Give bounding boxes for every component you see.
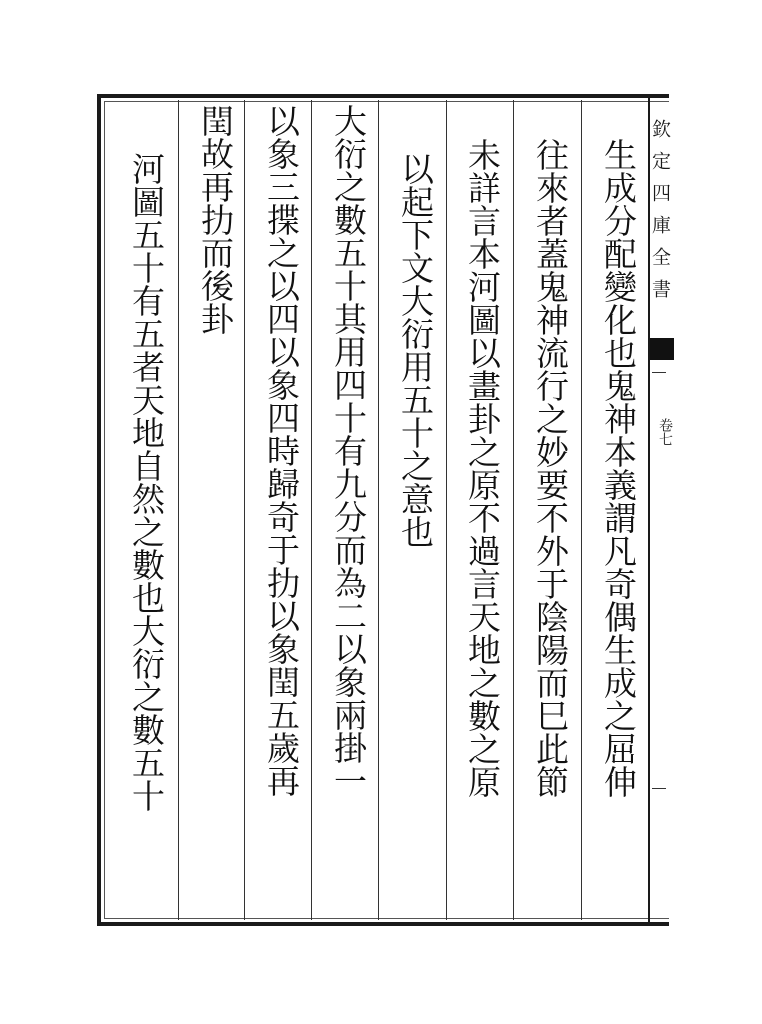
column-divider: [581, 100, 582, 920]
text-column-3: 未詳言本河圖以畫卦之原不過言天地之數之原: [463, 138, 502, 798]
text-column-5: 大衍之數五十其用四十有九分而為二以象兩掛一: [329, 104, 368, 797]
text-column-7: 閏故再扐而後卦: [196, 104, 235, 335]
margin-tick: [652, 372, 666, 373]
text-column-2: 往來者蓋鬼神流行之妙要不外于陰陽而巳此節: [531, 138, 570, 798]
column-divider: [311, 100, 312, 920]
text-column-1: 生成分配變化也鬼神本義謂凡奇偶生成之屈伸: [599, 138, 638, 798]
column-divider: [244, 100, 245, 920]
juan-number: 卷七: [657, 418, 673, 446]
text-column-6: 以象三揲之以四以象四時歸奇于扐以象閏五歲再: [262, 104, 301, 797]
margin-tick: [652, 788, 666, 789]
text-column-4: 以起下文大衍用五十之意也: [396, 152, 435, 548]
column-divider: [513, 100, 514, 920]
column-divider: [178, 100, 179, 920]
text-column-8: 河圖五十有五者天地自然之數也大衍之數五十: [127, 152, 166, 812]
fish-tail-mark: [650, 338, 674, 360]
page-frame: [97, 94, 669, 926]
column-divider: [446, 100, 447, 920]
column-divider: [378, 100, 379, 920]
collection-title: 欽定四庫全書: [649, 119, 671, 311]
